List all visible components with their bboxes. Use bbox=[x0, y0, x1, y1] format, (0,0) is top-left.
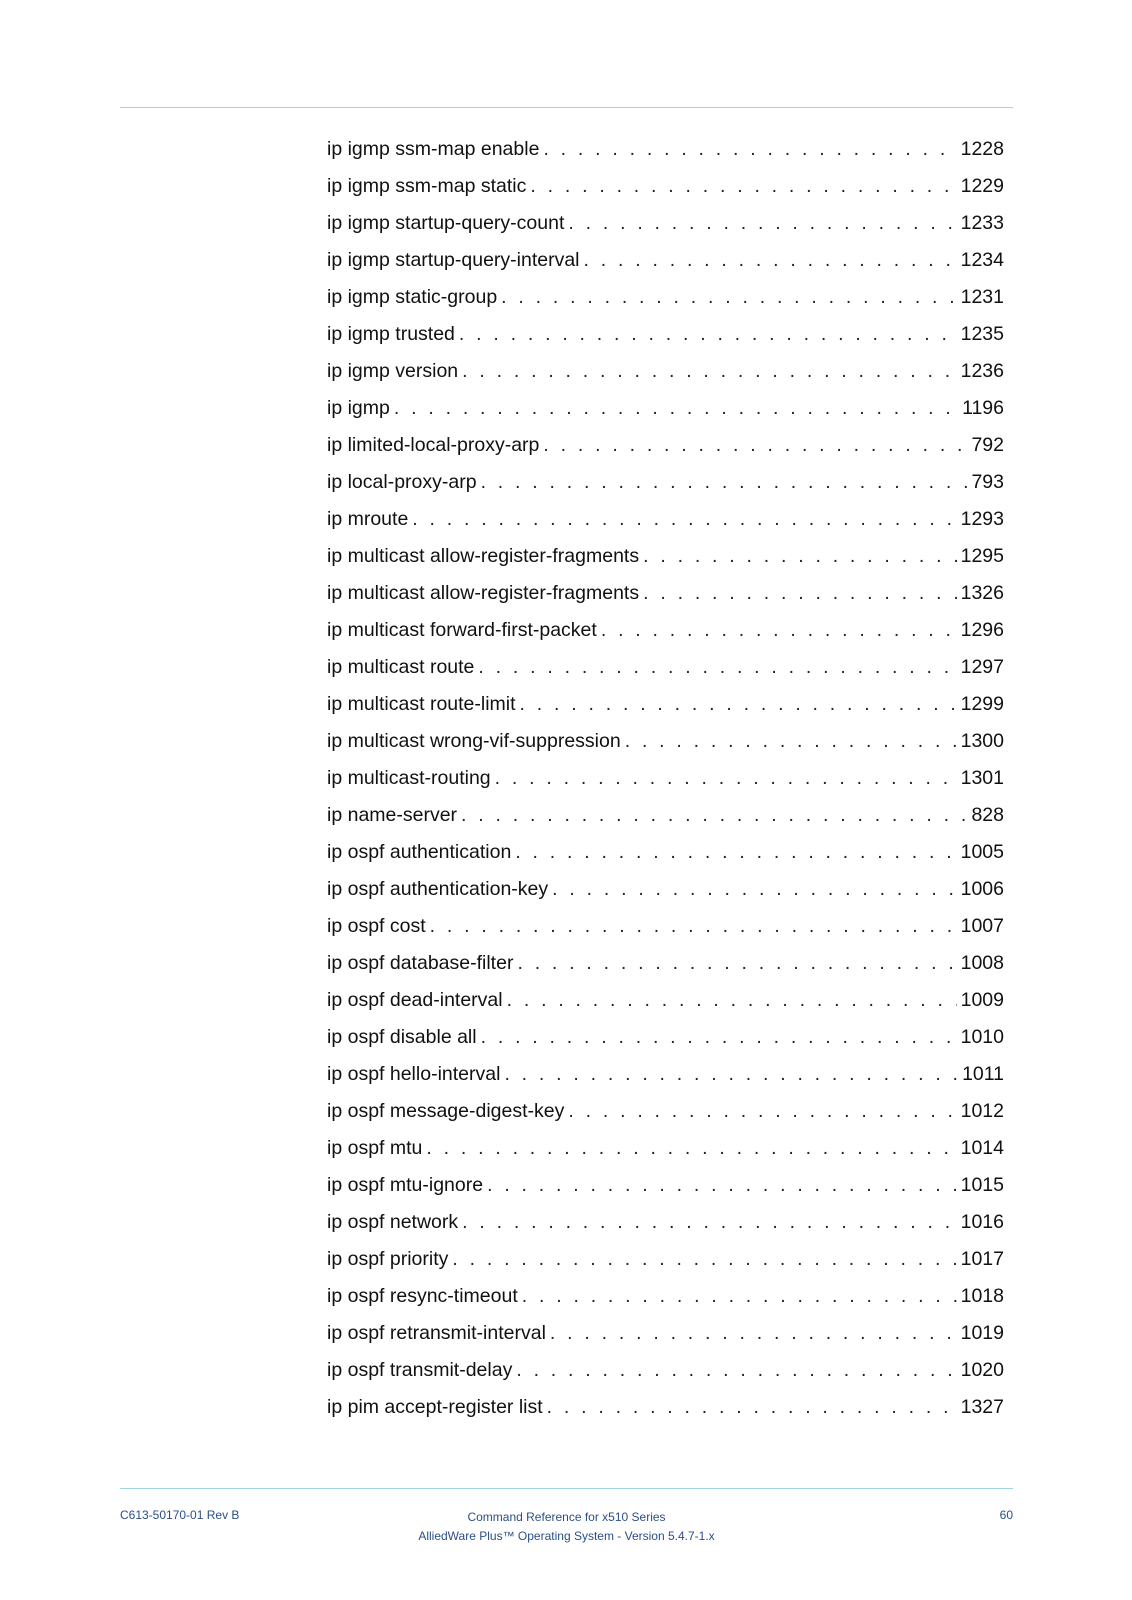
index-entry-label: ip multicast allow-register-fragments bbox=[327, 582, 640, 604]
index-entry[interactable] bbox=[327, 538, 1004, 575]
index-entry-label: ip multicast-routing bbox=[327, 767, 491, 789]
index-entry-label: ip limited-local-proxy-arp bbox=[327, 434, 540, 456]
index-entry-page: 1009 bbox=[960, 989, 1004, 1011]
dot-leader bbox=[517, 945, 956, 982]
dot-leader bbox=[461, 797, 967, 834]
index-entry[interactable] bbox=[327, 612, 1004, 649]
index-entry-page: 793 bbox=[971, 471, 1004, 493]
index-entry-label: ip multicast forward-first-packet bbox=[327, 619, 597, 641]
index-entry[interactable] bbox=[327, 686, 1004, 723]
index-entry-label: ip pim accept-register list bbox=[327, 1396, 543, 1418]
index-entry-label: ip multicast route-limit bbox=[327, 693, 516, 715]
index-entry[interactable] bbox=[327, 131, 1004, 168]
index-entry-page: 1005 bbox=[960, 841, 1004, 863]
dot-leader bbox=[504, 1056, 958, 1093]
index-entry-label: ip ospf dead-interval bbox=[327, 989, 503, 1011]
index-entry-label: ip igmp ssm-map static bbox=[327, 175, 527, 197]
index-entry[interactable] bbox=[327, 797, 1004, 834]
index-entry[interactable] bbox=[327, 427, 1004, 464]
index-entry[interactable] bbox=[327, 316, 1004, 353]
dot-leader bbox=[426, 1130, 956, 1167]
index-entry-page: 1235 bbox=[960, 323, 1004, 345]
index-entry-label: ip igmp ssm-map enable bbox=[327, 138, 540, 160]
index-entry-page: 1326 bbox=[960, 582, 1004, 604]
index-entry-label: ip multicast wrong-vif-suppression bbox=[327, 730, 621, 752]
index-entry-page: 1016 bbox=[960, 1211, 1004, 1233]
index-entry-label: ip multicast route bbox=[327, 656, 475, 678]
index-entry-page: 1017 bbox=[960, 1248, 1004, 1270]
index-entry-label: ip multicast allow-register-fragments bbox=[327, 545, 640, 567]
dot-leader bbox=[584, 242, 957, 279]
index-entry[interactable] bbox=[327, 871, 1004, 908]
index-entry-label: ip ospf retransmit-interval bbox=[327, 1322, 546, 1344]
index-entry-label: ip ospf resync-timeout bbox=[327, 1285, 518, 1307]
index-entry[interactable] bbox=[327, 1130, 1004, 1167]
page-number: 60 bbox=[999, 1508, 1013, 1522]
dot-leader bbox=[547, 1389, 957, 1426]
index-entry-page: 1019 bbox=[960, 1322, 1004, 1344]
dot-leader bbox=[452, 1241, 956, 1278]
index-entry-label: ip ospf authentication-key bbox=[327, 878, 549, 900]
dot-leader bbox=[643, 575, 957, 612]
dot-leader bbox=[516, 1352, 956, 1389]
index-entry-page: 1196 bbox=[962, 397, 1004, 419]
index-entry-page: 1327 bbox=[960, 1396, 1004, 1418]
index-entry[interactable] bbox=[327, 575, 1004, 612]
index-entry[interactable] bbox=[327, 501, 1004, 538]
dot-leader bbox=[568, 1093, 956, 1130]
index-entry-label: ip ospf mtu-ignore bbox=[327, 1174, 484, 1196]
index-entry-page: 1228 bbox=[960, 138, 1004, 160]
index-entry-page: 1006 bbox=[960, 878, 1004, 900]
dot-leader bbox=[552, 871, 956, 908]
dot-leader bbox=[478, 649, 956, 686]
dot-leader bbox=[550, 1315, 957, 1352]
dot-leader bbox=[522, 1278, 957, 1315]
index-entry-label: ip local-proxy-arp bbox=[327, 471, 477, 493]
index-entry-page: 1295 bbox=[960, 545, 1004, 567]
index-entry-page: 1233 bbox=[960, 212, 1004, 234]
index-entry-label: ip igmp startup-query-count bbox=[327, 212, 565, 234]
dot-leader bbox=[459, 316, 957, 353]
index-entry-label: ip ospf mtu bbox=[327, 1137, 423, 1159]
index-entry-page: 1014 bbox=[960, 1137, 1004, 1159]
index-entry-page: 1300 bbox=[960, 730, 1004, 752]
index-entry[interactable] bbox=[327, 649, 1004, 686]
index-entry-label: ip ospf message-digest-key bbox=[327, 1100, 565, 1122]
dot-leader bbox=[412, 501, 956, 538]
index-entry-page: 1229 bbox=[960, 175, 1004, 197]
index-entry-page: 828 bbox=[971, 804, 1004, 826]
index-entry[interactable] bbox=[327, 723, 1004, 760]
index-entry-page: 1018 bbox=[960, 1285, 1004, 1307]
index-list bbox=[327, 131, 1004, 1426]
dot-leader bbox=[643, 538, 957, 575]
dot-leader bbox=[462, 1204, 956, 1241]
index-entry-page: 792 bbox=[971, 434, 1004, 456]
index-entry-page: 1299 bbox=[960, 693, 1004, 715]
index-entry-page: 1293 bbox=[960, 508, 1004, 530]
dot-leader bbox=[530, 168, 956, 205]
index-entry[interactable] bbox=[327, 1352, 1004, 1389]
dot-leader bbox=[520, 686, 957, 723]
page-footer bbox=[120, 1508, 1013, 1568]
index-entry[interactable] bbox=[327, 1278, 1004, 1315]
index-entry-page: 1296 bbox=[960, 619, 1004, 641]
index-entry-page: 1007 bbox=[960, 915, 1004, 937]
dot-leader bbox=[543, 131, 956, 168]
index-entry-page: 1236 bbox=[960, 360, 1004, 382]
index-entry[interactable] bbox=[327, 279, 1004, 316]
index-entry[interactable] bbox=[327, 760, 1004, 797]
document-title-line-2: AlliedWare Plus™ Operating System - Version 5.4.7-1.x bbox=[418, 1529, 715, 1543]
index-entry-page: 1010 bbox=[960, 1026, 1004, 1048]
document-title bbox=[120, 1508, 1013, 1546]
index-entry-label: ip ospf hello-interval bbox=[327, 1063, 501, 1085]
index-entry-page: 1015 bbox=[960, 1174, 1004, 1196]
index-entry[interactable] bbox=[327, 1056, 1004, 1093]
index-entry-label: ip mroute bbox=[327, 508, 409, 530]
index-entry[interactable] bbox=[327, 1019, 1004, 1056]
dot-leader bbox=[625, 723, 957, 760]
index-entry[interactable] bbox=[327, 908, 1004, 945]
index-entry-page: 1008 bbox=[960, 952, 1004, 974]
index-entry-label: ip igmp trusted bbox=[327, 323, 455, 345]
index-entry-label: ip igmp startup-query-interval bbox=[327, 249, 580, 271]
index-entry[interactable] bbox=[327, 242, 1004, 279]
index-entry[interactable] bbox=[327, 1204, 1004, 1241]
index-entry-label: ip igmp version bbox=[327, 360, 459, 382]
dot-leader bbox=[507, 982, 957, 1019]
index-entry-label: ip ospf priority bbox=[327, 1248, 449, 1270]
dot-leader bbox=[481, 464, 968, 501]
index-entry[interactable] bbox=[327, 982, 1004, 1019]
document-code: C613-50170-01 Rev B bbox=[120, 1508, 240, 1522]
index-entry[interactable] bbox=[327, 205, 1004, 242]
index-entry-label: ip ospf disable all bbox=[327, 1026, 477, 1048]
index-entry[interactable] bbox=[327, 464, 1004, 501]
dot-leader bbox=[601, 612, 957, 649]
index-entry-page: 1301 bbox=[960, 767, 1004, 789]
index-entry-label: ip ospf cost bbox=[327, 915, 426, 937]
index-entry-page: 1011 bbox=[962, 1063, 1004, 1085]
index-entry-label: ip ospf database-filter bbox=[327, 952, 514, 974]
index-entry[interactable] bbox=[327, 1167, 1004, 1204]
index-entry-label: ip igmp bbox=[327, 397, 390, 419]
index-entry[interactable] bbox=[327, 834, 1004, 871]
document-title-line-1: Command Reference for x510 Series bbox=[467, 1510, 666, 1524]
index-entry-label: ip name-server bbox=[327, 804, 458, 826]
dot-leader bbox=[481, 1019, 957, 1056]
dot-leader bbox=[543, 427, 967, 464]
index-entry[interactable] bbox=[327, 168, 1004, 205]
index-entry-page: 1234 bbox=[960, 249, 1004, 271]
index-entry[interactable] bbox=[327, 390, 1004, 427]
index-entry[interactable] bbox=[327, 1241, 1004, 1278]
index-entry-page: 1012 bbox=[960, 1100, 1004, 1122]
index-entry-label: ip igmp static-group bbox=[327, 286, 498, 308]
index-entry[interactable] bbox=[327, 353, 1004, 390]
dot-leader bbox=[515, 834, 956, 871]
dot-leader bbox=[462, 353, 956, 390]
index-entry[interactable] bbox=[327, 1315, 1004, 1352]
dot-leader bbox=[487, 1167, 957, 1204]
dot-leader bbox=[501, 279, 956, 316]
dot-leader bbox=[568, 205, 956, 242]
index-entry-page: 1297 bbox=[960, 656, 1004, 678]
dot-leader bbox=[394, 390, 958, 427]
dot-leader bbox=[430, 908, 957, 945]
header-rule bbox=[120, 107, 1013, 108]
index-entry-label: ip ospf authentication bbox=[327, 841, 512, 863]
index-entry-page: 1231 bbox=[960, 286, 1004, 308]
dot-leader bbox=[495, 760, 957, 797]
index-entry[interactable] bbox=[327, 1093, 1004, 1130]
index-entry[interactable] bbox=[327, 945, 1004, 982]
index-entry-label: ip ospf transmit-delay bbox=[327, 1359, 513, 1381]
footer-rule bbox=[120, 1488, 1013, 1489]
index-entry[interactable] bbox=[327, 1389, 1004, 1426]
index-entry-page: 1020 bbox=[960, 1359, 1004, 1381]
index-entry-label: ip ospf network bbox=[327, 1211, 459, 1233]
